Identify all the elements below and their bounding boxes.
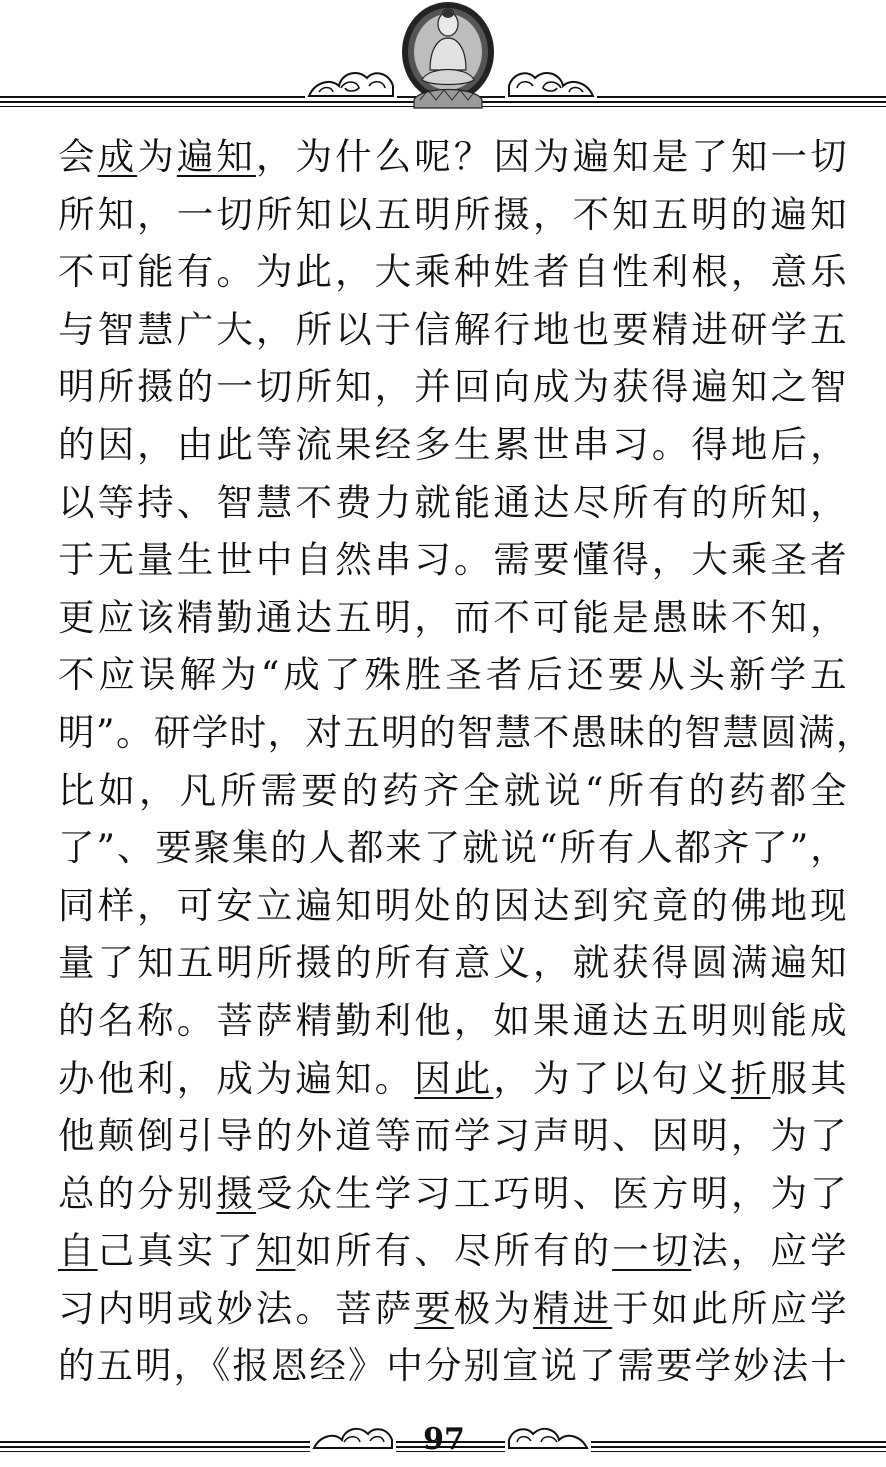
text-run: 极为 <box>453 1286 534 1330</box>
underlined-term: 折 <box>730 1056 771 1100</box>
text-line <box>58 877 848 935</box>
text-line <box>58 589 848 647</box>
text-run: 比如，凡所需要的药齐全就说“所有的药都全 <box>58 768 848 812</box>
text-line <box>58 762 848 820</box>
text-run: 的名称。菩萨精勤利他，如果通达五明则能成 <box>58 998 848 1042</box>
text-run: 明”。研学时，对五明的智慧不愚昧的智慧圆满， <box>58 710 874 754</box>
text-line <box>58 1050 848 1108</box>
text-run: 法，应学 <box>691 1229 848 1273</box>
text-run: 以等持、智慧不费力就能通达尽所有的所知， <box>58 480 848 524</box>
text-run: 更应该精勤通达五明，而不可能是愚昧不知， <box>58 595 848 639</box>
underlined-term: 知 <box>255 1229 296 1273</box>
text-line <box>58 1222 848 1280</box>
text-line <box>58 1107 848 1165</box>
text-line <box>58 1337 848 1395</box>
text-run: 所知，一切所知以五明所摄，不知五明的遍知 <box>58 192 848 236</box>
text-line <box>58 358 848 416</box>
text-run: 总的分别 <box>58 1171 217 1215</box>
text-run: 如所有、尽所有的 <box>295 1229 613 1273</box>
text-run: 他颠倒引导的外道等而学习声明、因明，为了 <box>58 1114 848 1158</box>
text-line <box>58 128 848 186</box>
text-line <box>58 1280 848 1338</box>
text-run: 的五明，《报恩经》中分别宣说了需要学妙法十 <box>58 1344 848 1388</box>
text-line <box>58 934 848 992</box>
text-run: 了”、要聚集的人都来了就说“所有人都齐了”， <box>58 826 848 870</box>
text-run: 于如此所应学 <box>612 1286 848 1330</box>
underlined-term: 自 <box>58 1229 98 1273</box>
buddha-medallion-icon <box>400 0 496 112</box>
text-run: 不可能有。为此，大乘种姓者自性利根，意乐 <box>58 250 848 294</box>
text-line <box>58 819 848 877</box>
underlined-term: 要 <box>414 1286 454 1330</box>
underlined-term: 精进 <box>533 1286 613 1330</box>
page-header <box>0 0 886 118</box>
text-run: 不应误解为“成了殊胜圣者后还要从头新学五 <box>58 653 848 697</box>
text-run: 量了知五明所摄的所有意义，就获得圆满遍知 <box>58 941 848 985</box>
underlined-term: 一切 <box>612 1229 692 1273</box>
text-run: ，为了以句义 <box>493 1056 731 1100</box>
text-run: 的因，由此等流果经多生累世串习。得地后， <box>58 422 848 466</box>
cloud-ornament-icon <box>305 64 397 100</box>
text-run: 办他利，成为遍知。 <box>58 1056 415 1100</box>
text-run: 为 <box>137 135 177 178</box>
cloud-ornament-icon <box>505 1422 591 1452</box>
text-line <box>58 416 848 474</box>
text-line <box>58 992 848 1050</box>
text-run: 与智慧广大，所以于信解行地也要精进研学五 <box>58 307 848 351</box>
text-run: 受众生学习工巧明、医方明，为了 <box>255 1171 849 1215</box>
text-run: 习内明或妙法。菩萨 <box>58 1286 415 1330</box>
page-body-text <box>58 128 874 1395</box>
text-run: 于无量生世中自然串习。需要懂得，大乘圣者 <box>58 538 848 582</box>
text-line <box>58 531 848 589</box>
text-run: 明所摄的一切所知，并回向成为获得遍知之智 <box>58 365 848 409</box>
text-run: 服其 <box>770 1056 848 1100</box>
text-run: 会 <box>58 135 98 178</box>
text-run: 同样，可安立遍知明处的因达到究竟的佛地现 <box>58 883 848 927</box>
text-line <box>58 474 848 532</box>
page-number: 97 <box>423 1422 465 1457</box>
cloud-ornament-icon <box>310 1422 396 1452</box>
text-line <box>58 1165 848 1223</box>
underlined-term: 成 <box>97 135 138 178</box>
underlined-term: 因此 <box>414 1056 494 1100</box>
text-run: ，为什么呢？因为遍知是了知一切 <box>255 135 849 178</box>
text-line <box>58 704 874 762</box>
text-line <box>58 301 848 359</box>
underlined-term: 摄 <box>216 1171 256 1215</box>
underlined-term: 遍知 <box>176 135 256 178</box>
text-line <box>58 646 848 704</box>
text-line <box>58 243 848 301</box>
text-run: 己真实了 <box>97 1229 256 1273</box>
text-line <box>58 186 848 244</box>
cloud-ornament-icon <box>505 64 597 100</box>
